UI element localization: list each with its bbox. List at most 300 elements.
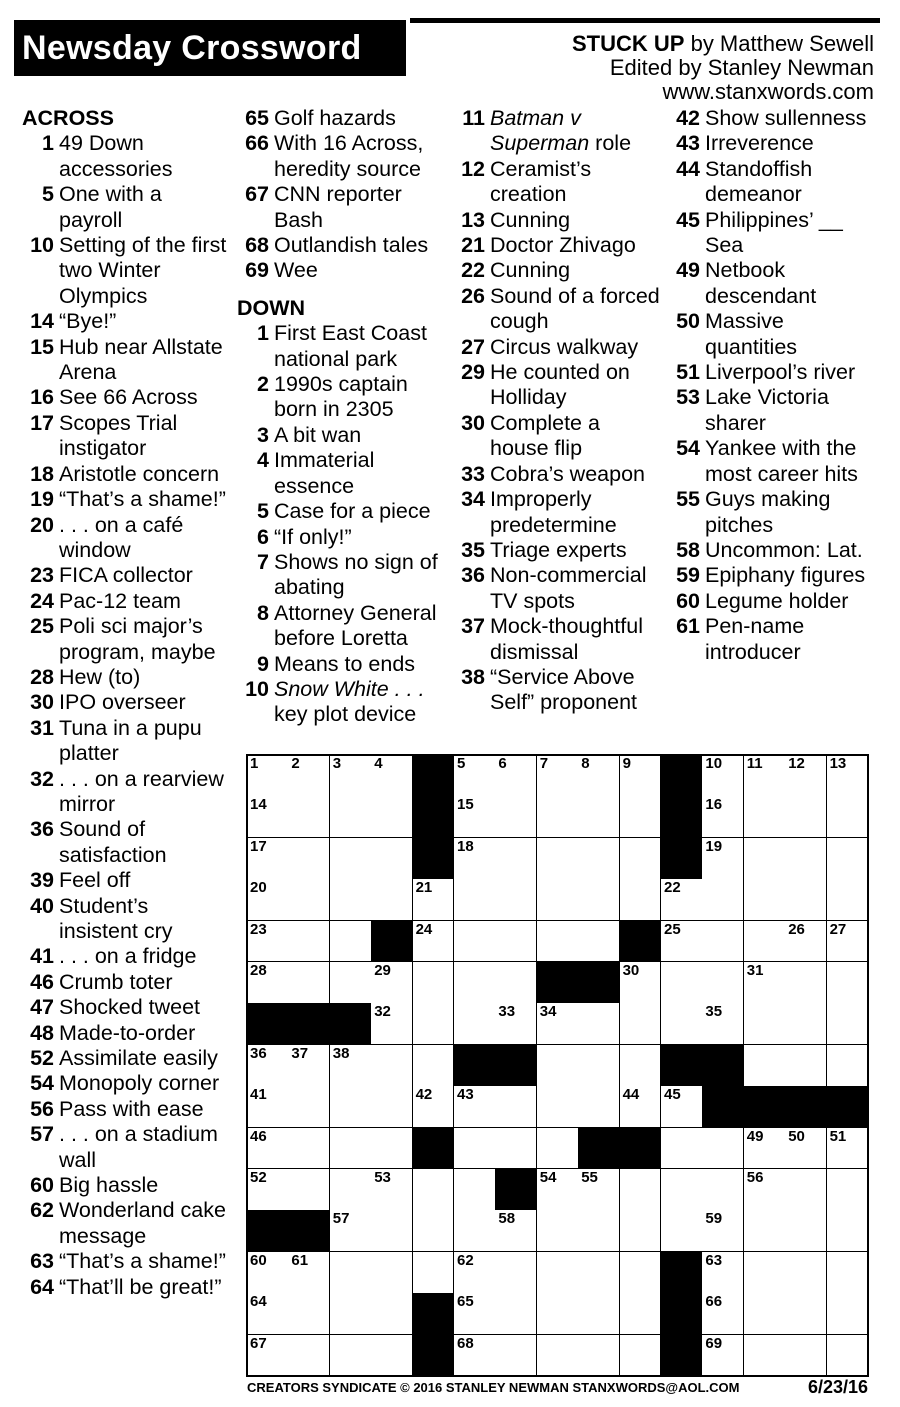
puzzle-author: by Matthew Sewell xyxy=(690,31,874,56)
grid-cell[interactable] xyxy=(785,921,827,963)
clue-number: 13 xyxy=(461,207,485,232)
grid-cell[interactable] xyxy=(620,796,662,838)
across-clue-41[interactable] xyxy=(22,944,230,969)
grid-cell[interactable] xyxy=(827,1169,869,1211)
clue-number: 57 xyxy=(30,1122,54,1147)
grid-cell[interactable] xyxy=(578,838,620,880)
down-clue-10[interactable] xyxy=(237,677,449,728)
grid-cell[interactable] xyxy=(288,838,330,880)
down-clue-6[interactable] xyxy=(237,525,449,550)
across-clue-56[interactable] xyxy=(22,1097,230,1122)
grid-cell[interactable] xyxy=(537,1169,579,1211)
grid-cell[interactable] xyxy=(827,1335,869,1377)
grid-cell[interactable] xyxy=(702,1003,744,1045)
grid-cell[interactable] xyxy=(537,1252,579,1294)
cell-number: 18 xyxy=(457,837,474,855)
clue-number: 61 xyxy=(676,614,700,639)
grid-cell[interactable] xyxy=(620,1086,662,1128)
grid-cell[interactable] xyxy=(288,1045,330,1087)
grid-cell[interactable] xyxy=(744,1045,786,1087)
across-clue-63[interactable] xyxy=(22,1249,230,1274)
grid-cell[interactable] xyxy=(702,838,744,880)
grid-cell[interactable] xyxy=(537,1210,579,1252)
grid-cell[interactable] xyxy=(330,1128,372,1170)
grid-cell[interactable] xyxy=(330,962,372,1004)
across-clue-67[interactable] xyxy=(237,182,449,233)
grid-cell[interactable] xyxy=(330,1169,372,1211)
grid-cell[interactable] xyxy=(454,1128,496,1170)
grid-cell[interactable] xyxy=(702,755,744,797)
grid-cell[interactable] xyxy=(785,962,827,1004)
grid-cell[interactable] xyxy=(371,1169,413,1211)
grid-cell[interactable] xyxy=(744,1169,786,1211)
grid-cell[interactable] xyxy=(288,796,330,838)
grid-cell[interactable] xyxy=(578,755,620,797)
grid-cell[interactable] xyxy=(785,1045,827,1087)
grid-cell[interactable] xyxy=(454,1252,496,1294)
clue-text xyxy=(490,284,663,335)
down-clue-29[interactable] xyxy=(453,360,663,411)
grid-cell[interactable] xyxy=(785,755,827,797)
grid-cell[interactable] xyxy=(413,1210,455,1252)
grid-cell[interactable] xyxy=(413,1252,455,1294)
grid-cell[interactable] xyxy=(785,1128,827,1170)
grid-cell[interactable] xyxy=(495,962,537,1004)
down-clue-37[interactable] xyxy=(453,614,663,665)
grid-cell[interactable] xyxy=(371,796,413,838)
grid-cell[interactable] xyxy=(454,1210,496,1252)
grid-cell[interactable] xyxy=(537,1003,579,1045)
grid-cell[interactable] xyxy=(413,921,455,963)
grid-cell[interactable] xyxy=(247,879,289,921)
across-clue-39[interactable] xyxy=(22,868,230,893)
black-square xyxy=(827,1086,869,1128)
grid-cell[interactable] xyxy=(744,879,786,921)
grid-cell[interactable] xyxy=(661,1128,703,1170)
grid-cell[interactable] xyxy=(537,1128,579,1170)
grid-cell[interactable] xyxy=(578,1003,620,1045)
grid-cell[interactable] xyxy=(371,1293,413,1335)
grid-cell[interactable] xyxy=(578,1086,620,1128)
grid-cell[interactable] xyxy=(330,838,372,880)
grid-cell[interactable] xyxy=(247,796,289,838)
grid-cell[interactable] xyxy=(247,1335,289,1377)
grid-cell[interactable] xyxy=(744,1252,786,1294)
grid-cell[interactable] xyxy=(330,1045,372,1087)
down-clue-50[interactable] xyxy=(668,309,880,360)
grid-cell[interactable] xyxy=(744,921,786,963)
grid-cell[interactable] xyxy=(413,879,455,921)
grid-cell[interactable] xyxy=(620,1169,662,1211)
across-clue-69[interactable] xyxy=(237,258,449,283)
grid-cell[interactable] xyxy=(371,879,413,921)
grid-cell[interactable] xyxy=(744,1003,786,1045)
grid-cell[interactable] xyxy=(330,1086,372,1128)
grid-cell[interactable] xyxy=(247,1252,289,1294)
down-clue-43[interactable] xyxy=(668,131,880,156)
grid-cell[interactable] xyxy=(413,1045,455,1087)
grid-cell[interactable] xyxy=(288,1169,330,1211)
down-clue-36[interactable] xyxy=(453,563,663,614)
grid-cell[interactable] xyxy=(620,1003,662,1045)
grid-cell[interactable] xyxy=(288,1293,330,1335)
grid-cell[interactable] xyxy=(371,1335,413,1377)
grid-cell[interactable] xyxy=(620,1210,662,1252)
grid-cell[interactable] xyxy=(537,1293,579,1335)
down-clue-38[interactable] xyxy=(453,665,663,716)
grid-cell[interactable] xyxy=(785,1252,827,1294)
clue-text xyxy=(274,652,449,677)
grid-cell[interactable] xyxy=(495,1086,537,1128)
across-clue-32[interactable] xyxy=(22,767,230,818)
grid-cell[interactable] xyxy=(371,1128,413,1170)
clue-number: 31 xyxy=(30,715,54,740)
grid-cell[interactable] xyxy=(495,1210,537,1252)
grid-cell[interactable] xyxy=(785,1169,827,1211)
down-clue-9[interactable] xyxy=(237,652,449,677)
across-clue-23[interactable] xyxy=(22,563,230,588)
grid-cell[interactable] xyxy=(247,962,289,1004)
grid-cell[interactable] xyxy=(744,1293,786,1335)
down-clue-8[interactable] xyxy=(237,601,449,652)
grid-cell[interactable] xyxy=(785,838,827,880)
grid-cell[interactable] xyxy=(827,1210,869,1252)
grid-cell[interactable] xyxy=(454,796,496,838)
grid-cell[interactable] xyxy=(661,1210,703,1252)
grid-cell[interactable] xyxy=(495,1003,537,1045)
grid-cell[interactable] xyxy=(785,1003,827,1045)
grid-cell[interactable] xyxy=(702,1210,744,1252)
down-clue-5[interactable] xyxy=(237,499,449,524)
grid-cell[interactable] xyxy=(661,962,703,1004)
grid-cell[interactable] xyxy=(744,1210,786,1252)
clue-text-body: role xyxy=(589,131,632,156)
across-clue-40[interactable] xyxy=(22,894,230,945)
cell-number: 41 xyxy=(250,1086,267,1104)
across-clue-20[interactable] xyxy=(22,513,230,564)
grid-cell[interactable] xyxy=(454,879,496,921)
clue-number: 14 xyxy=(30,309,54,334)
down-clue-30[interactable] xyxy=(453,411,663,462)
grid-cell[interactable] xyxy=(454,1003,496,1045)
grid-cell[interactable] xyxy=(371,1210,413,1252)
grid-cell[interactable] xyxy=(330,755,372,797)
grid-cell[interactable] xyxy=(827,879,869,921)
grid-cell[interactable] xyxy=(247,838,289,880)
grid-cell[interactable] xyxy=(495,838,537,880)
grid-cell[interactable] xyxy=(413,1086,455,1128)
grid-cell[interactable] xyxy=(744,796,786,838)
across-clue-14[interactable] xyxy=(22,309,230,334)
across-clue-1[interactable] xyxy=(22,131,230,182)
grid-cell[interactable] xyxy=(454,962,496,1004)
grid-cell[interactable] xyxy=(661,921,703,963)
grid-cell[interactable] xyxy=(578,796,620,838)
down-clue-12[interactable] xyxy=(453,157,663,208)
across-clue-16[interactable] xyxy=(22,385,230,410)
grid-cell[interactable] xyxy=(495,1293,537,1335)
across-clue-46[interactable] xyxy=(22,970,230,995)
grid-cell[interactable] xyxy=(288,879,330,921)
grid-cell[interactable] xyxy=(578,879,620,921)
grid-cell[interactable] xyxy=(247,1086,289,1128)
grid-cell[interactable] xyxy=(247,1045,289,1087)
grid-cell[interactable] xyxy=(454,1335,496,1377)
grid-cell[interactable] xyxy=(661,1086,703,1128)
grid-cell[interactable] xyxy=(578,1293,620,1335)
grid-cell[interactable] xyxy=(371,962,413,1004)
grid-cell[interactable] xyxy=(827,962,869,1004)
grid-cell[interactable] xyxy=(454,1086,496,1128)
across-clue-15[interactable] xyxy=(22,335,230,386)
grid-cell[interactable] xyxy=(413,962,455,1004)
across-clue-28[interactable] xyxy=(22,665,230,690)
down-clue-44[interactable] xyxy=(668,157,880,208)
down-clue-45[interactable] xyxy=(668,208,880,259)
clue-number: 33 xyxy=(461,461,485,486)
down-clue-27[interactable] xyxy=(453,335,663,360)
cell-number: 65 xyxy=(457,1293,474,1311)
across-clue-24[interactable] xyxy=(22,589,230,614)
grid-cell[interactable] xyxy=(537,921,579,963)
clue-number: 20 xyxy=(30,512,54,537)
grid-cell[interactable] xyxy=(371,755,413,797)
across-clue-68[interactable] xyxy=(237,233,449,258)
down-clue-58[interactable] xyxy=(668,538,880,563)
down-clue-13[interactable] xyxy=(453,208,663,233)
grid-cell[interactable] xyxy=(702,796,744,838)
grid-cell[interactable] xyxy=(537,879,579,921)
grid-cell[interactable] xyxy=(744,755,786,797)
cell-number: 46 xyxy=(250,1127,267,1145)
grid-cell[interactable] xyxy=(288,962,330,1004)
across-clue-57[interactable] xyxy=(22,1122,230,1173)
grid-cell[interactable] xyxy=(661,1169,703,1211)
grid-cell[interactable] xyxy=(578,1252,620,1294)
down-clue-54[interactable] xyxy=(668,436,880,487)
grid-cell[interactable] xyxy=(247,921,289,963)
grid-cell[interactable] xyxy=(827,1128,869,1170)
grid-cell[interactable] xyxy=(537,1086,579,1128)
grid-cell[interactable] xyxy=(495,879,537,921)
down-clue-42[interactable] xyxy=(668,106,880,131)
across-clue-19[interactable] xyxy=(22,487,230,512)
grid-cell[interactable] xyxy=(371,1045,413,1087)
grid-cell[interactable] xyxy=(578,921,620,963)
grid-cell[interactable] xyxy=(495,1128,537,1170)
grid-cell[interactable] xyxy=(330,1210,372,1252)
grid-cell[interactable] xyxy=(288,1252,330,1294)
grid-cell[interactable] xyxy=(330,796,372,838)
grid-cell[interactable] xyxy=(785,879,827,921)
grid-cell[interactable] xyxy=(620,1293,662,1335)
across-clue-36[interactable] xyxy=(22,817,230,868)
down-clue-2[interactable] xyxy=(237,372,449,423)
grid-cell[interactable] xyxy=(288,755,330,797)
down-clue-4[interactable] xyxy=(237,448,449,499)
down-clue-55[interactable] xyxy=(668,487,880,538)
grid-cell[interactable] xyxy=(371,838,413,880)
across-clue-65[interactable] xyxy=(237,106,449,131)
grid-cell[interactable] xyxy=(537,796,579,838)
grid-cell[interactable] xyxy=(330,879,372,921)
grid-cell[interactable] xyxy=(744,838,786,880)
grid-cell[interactable] xyxy=(827,921,869,963)
grid-cell[interactable] xyxy=(578,1210,620,1252)
grid-cell[interactable] xyxy=(330,921,372,963)
grid-cell[interactable] xyxy=(744,1335,786,1377)
across-clue-64[interactable] xyxy=(22,1275,230,1300)
grid-cell[interactable] xyxy=(827,1003,869,1045)
grid-cell[interactable] xyxy=(330,1335,372,1377)
down-clue-59[interactable] xyxy=(668,563,880,588)
grid-cell[interactable] xyxy=(330,1252,372,1294)
across-clue-10[interactable] xyxy=(22,233,230,309)
grid-cell[interactable] xyxy=(371,1086,413,1128)
across-clue-5[interactable] xyxy=(22,182,230,233)
grid-cell[interactable] xyxy=(247,1128,289,1170)
grid-cell[interactable] xyxy=(620,1335,662,1377)
clue-text xyxy=(490,106,663,157)
grid-cell[interactable] xyxy=(702,879,744,921)
clue-text-body: Made-to-order xyxy=(59,1020,196,1045)
grid-cell[interactable] xyxy=(827,796,869,838)
grid-cell[interactable] xyxy=(495,921,537,963)
down-clue-60[interactable] xyxy=(668,589,880,614)
grid-cell[interactable] xyxy=(495,796,537,838)
clue-text-body: Circus walkway xyxy=(490,334,639,359)
grid-cell[interactable] xyxy=(495,755,537,797)
down-clue-35[interactable] xyxy=(453,538,663,563)
grid-cell[interactable] xyxy=(413,1003,455,1045)
grid-cell[interactable] xyxy=(578,1335,620,1377)
grid-cell[interactable] xyxy=(454,1293,496,1335)
crossword-grid[interactable] xyxy=(247,755,868,1376)
grid-cell[interactable] xyxy=(247,755,289,797)
down-clue-61[interactable] xyxy=(668,614,880,665)
clue-text xyxy=(59,995,230,1020)
grid-cell[interactable] xyxy=(537,1335,579,1377)
clue-text xyxy=(59,411,230,462)
clue-text-body: 49 Down accessories xyxy=(59,131,173,181)
grid-cell[interactable] xyxy=(827,755,869,797)
grid-cell[interactable] xyxy=(454,838,496,880)
down-clue-3[interactable] xyxy=(237,423,449,448)
cell-number: 11 xyxy=(746,755,763,772)
grid-cell[interactable] xyxy=(702,1128,744,1170)
across-clue-25[interactable] xyxy=(22,614,230,665)
grid-cell[interactable] xyxy=(578,1169,620,1211)
clue-text xyxy=(705,360,880,385)
down-clue-49[interactable] xyxy=(668,258,880,309)
grid-cell[interactable] xyxy=(247,1169,289,1211)
grid-cell[interactable] xyxy=(620,755,662,797)
down-clue-26[interactable] xyxy=(453,284,663,335)
grid-cell[interactable] xyxy=(288,921,330,963)
grid-cell[interactable] xyxy=(827,1252,869,1294)
grid-cell[interactable] xyxy=(413,1169,455,1211)
grid-cell[interactable] xyxy=(495,1252,537,1294)
grid-cell[interactable] xyxy=(702,1169,744,1211)
across-clue-52[interactable] xyxy=(22,1046,230,1071)
clue-column-1 xyxy=(22,106,230,1300)
across-clue-60[interactable] xyxy=(22,1173,230,1198)
cell-number: 26 xyxy=(788,920,805,938)
grid-cell[interactable] xyxy=(247,1293,289,1335)
grid-cell[interactable] xyxy=(702,921,744,963)
grid-cell[interactable] xyxy=(620,1252,662,1294)
down-clue-33[interactable] xyxy=(453,462,663,487)
grid-cell[interactable] xyxy=(454,755,496,797)
across-clue-17[interactable] xyxy=(22,411,230,462)
clue-text-body: Aristotle concern xyxy=(59,461,220,486)
grid-cell[interactable] xyxy=(744,1128,786,1170)
grid-cell[interactable] xyxy=(785,1335,827,1377)
grid-cell[interactable] xyxy=(371,1252,413,1294)
down-clue-11[interactable] xyxy=(453,106,663,157)
grid-cell[interactable] xyxy=(537,838,579,880)
grid-cell[interactable] xyxy=(495,1335,537,1377)
grid-cell[interactable] xyxy=(827,1045,869,1087)
grid-cell[interactable] xyxy=(785,1210,827,1252)
grid-cell[interactable] xyxy=(702,1293,744,1335)
grid-cell[interactable] xyxy=(288,1128,330,1170)
across-clue-30[interactable] xyxy=(22,690,230,715)
grid-cell[interactable] xyxy=(702,1335,744,1377)
down-clue-34[interactable] xyxy=(453,487,663,538)
grid-cell[interactable] xyxy=(744,962,786,1004)
across-clue-66[interactable] xyxy=(237,131,449,182)
across-clue-31[interactable] xyxy=(22,716,230,767)
across-clue-62[interactable] xyxy=(22,1198,230,1249)
grid-cell[interactable] xyxy=(330,1293,372,1335)
grid-cell[interactable] xyxy=(371,1003,413,1045)
across-clue-47[interactable] xyxy=(22,995,230,1020)
down-clue-22[interactable] xyxy=(453,258,663,283)
across-clue-54[interactable] xyxy=(22,1071,230,1096)
grid-cell[interactable] xyxy=(620,838,662,880)
grid-cell[interactable] xyxy=(620,962,662,1004)
clue-text xyxy=(490,665,663,716)
grid-cell[interactable] xyxy=(702,1252,744,1294)
clue-text-body: Outlandish tales xyxy=(274,233,429,258)
grid-cell[interactable] xyxy=(827,838,869,880)
down-clue-53[interactable] xyxy=(668,385,880,436)
grid-cell[interactable] xyxy=(578,1045,620,1087)
grid-cell[interactable] xyxy=(620,1045,662,1087)
across-clue-18[interactable] xyxy=(22,462,230,487)
grid-cell[interactable] xyxy=(827,1293,869,1335)
grid-cell[interactable] xyxy=(454,1169,496,1211)
grid-cell[interactable] xyxy=(537,1045,579,1087)
down-clue-1[interactable] xyxy=(237,321,449,372)
clue-number: 47 xyxy=(30,995,54,1020)
down-clue-51[interactable] xyxy=(668,360,880,385)
grid-cell[interactable] xyxy=(620,879,662,921)
grid-cell[interactable] xyxy=(454,921,496,963)
grid-cell[interactable] xyxy=(702,962,744,1004)
grid-cell[interactable] xyxy=(785,796,827,838)
grid-cell[interactable] xyxy=(537,755,579,797)
grid-cell[interactable] xyxy=(785,1293,827,1335)
grid-cell[interactable] xyxy=(288,1335,330,1377)
down-clue-21[interactable] xyxy=(453,233,663,258)
down-clue-7[interactable] xyxy=(237,550,449,601)
across-clue-48[interactable] xyxy=(22,1021,230,1046)
grid-cell[interactable] xyxy=(661,1003,703,1045)
grid-cell[interactable] xyxy=(661,879,703,921)
grid-cell[interactable] xyxy=(288,1086,330,1128)
